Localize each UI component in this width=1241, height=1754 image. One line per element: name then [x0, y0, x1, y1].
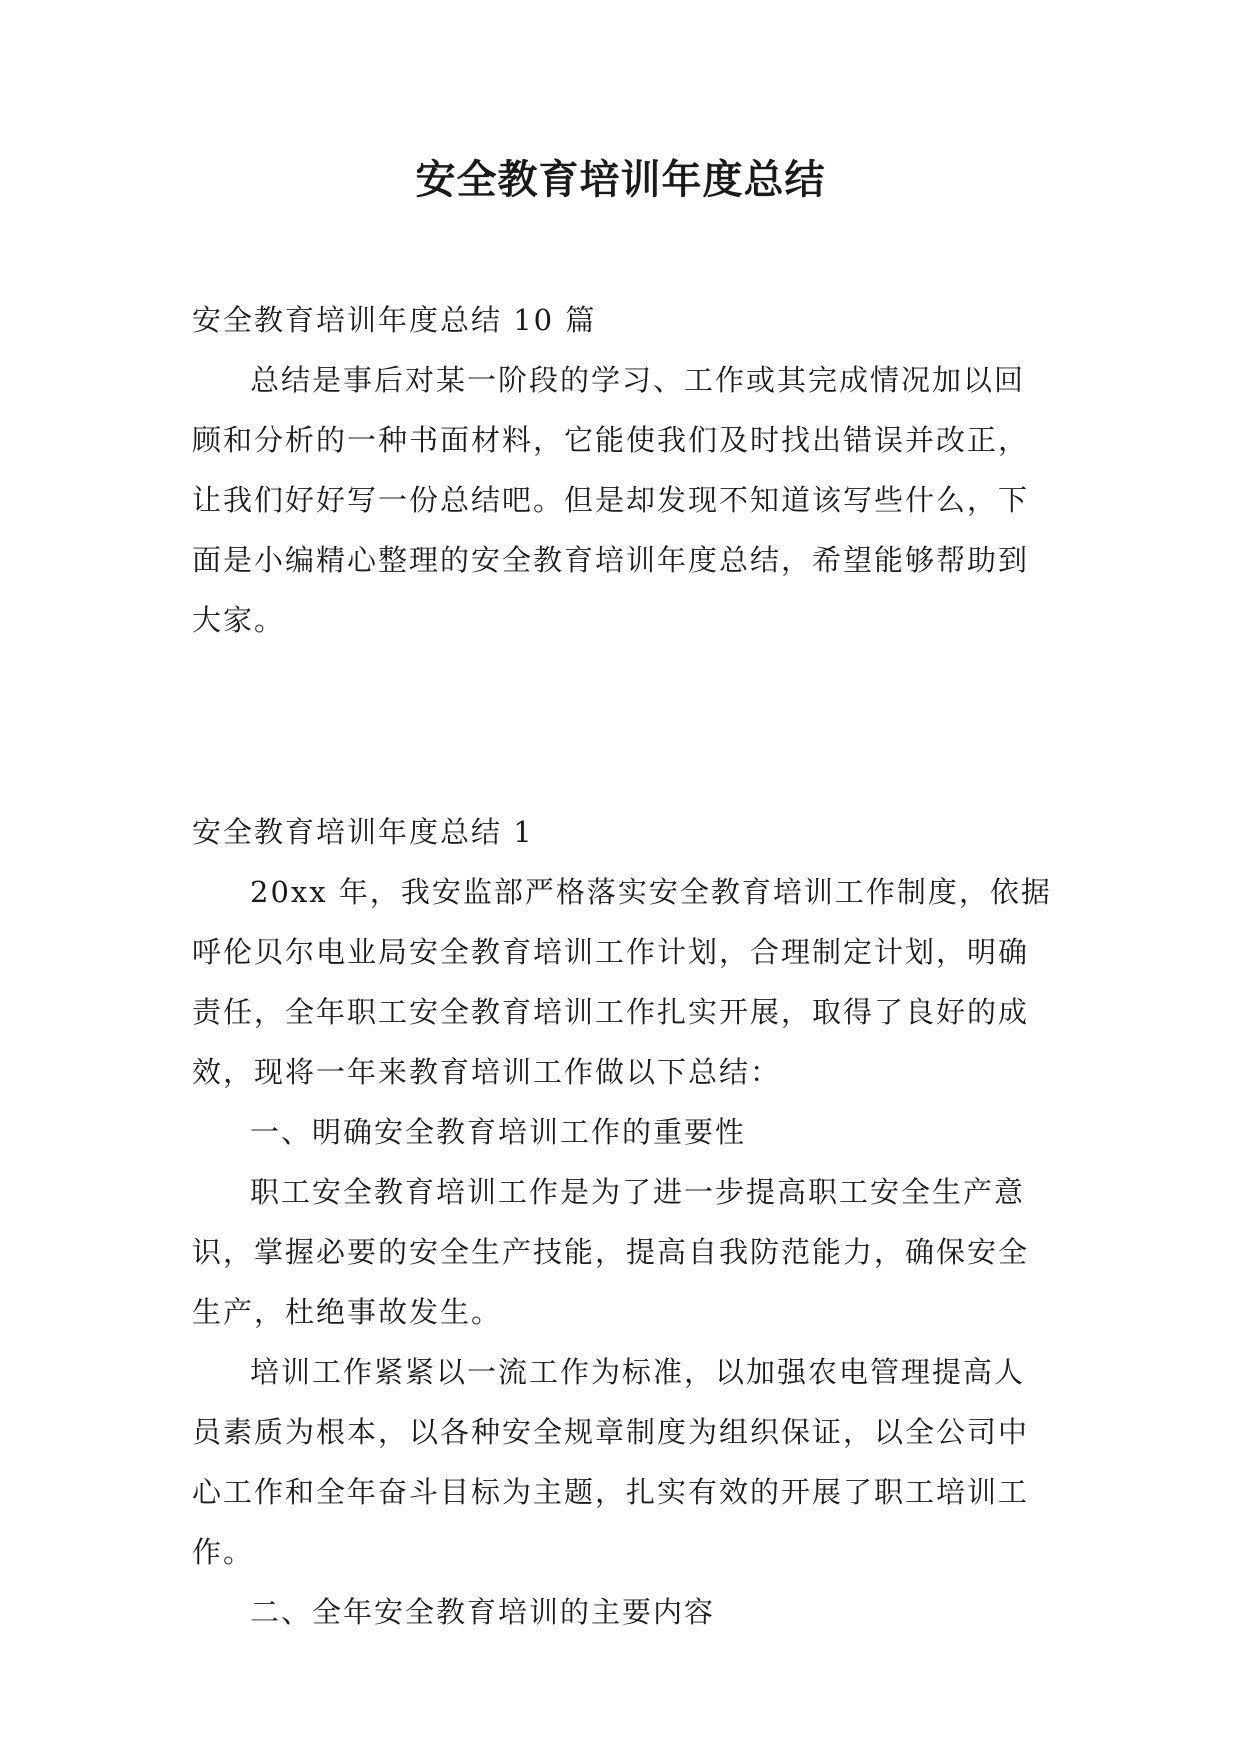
body-paragraph: 职工安全教育培训工作是为了进一步提高职工安全生产意识，掌握必要的安全生产技能，提高自我防范能力，确保安全生产，杜绝事故发生。 [192, 1175, 1030, 1329]
section-heading: 安全教育培训年度总结 1 [192, 815, 534, 849]
document-body [192, 290, 1052, 1642]
subsection-heading: 二、全年安全教育培训的主要内容 [250, 1595, 716, 1629]
document-title: 安全教育培训年度总结 [415, 156, 826, 203]
section-spacer [192, 650, 1052, 802]
collection-heading: 安全教育培训年度总结 10 篇 [192, 303, 597, 337]
subsection-heading: 一、明确安全教育培训工作的重要性 [250, 1115, 747, 1149]
body-paragraph: 20xx 年，我安监部严格落实安全教育培训工作制度，依据呼伦贝尔电业局安全教育培训工作计划，合理制定计划，明确责任，全年职工安全教育培训工作扎实开展，取得了良好的成效，现将一年来教育培训工作做以下总结： [192, 875, 1052, 1089]
body-paragraph: 培训工作紧紧以一流工作为标准，以加强农电管理提高人员素质为根本，以各种安全规章制度为组织保证，以全公司中心工作和全年奋斗目标为主题，扎实有效的开展了职工培训工作。 [192, 1355, 1030, 1569]
intro-paragraph: 总结是事后对某一阶段的学习、工作或其完成情况加以回顾和分析的一种书面材料，它能使我们及时找出错误并改正，让我们好好写一份总结吧。但是却发现不知道该写些什么，下面是小编精心整理的安全教育培训年度总结，希望能够帮助到大家。 [192, 363, 1030, 637]
